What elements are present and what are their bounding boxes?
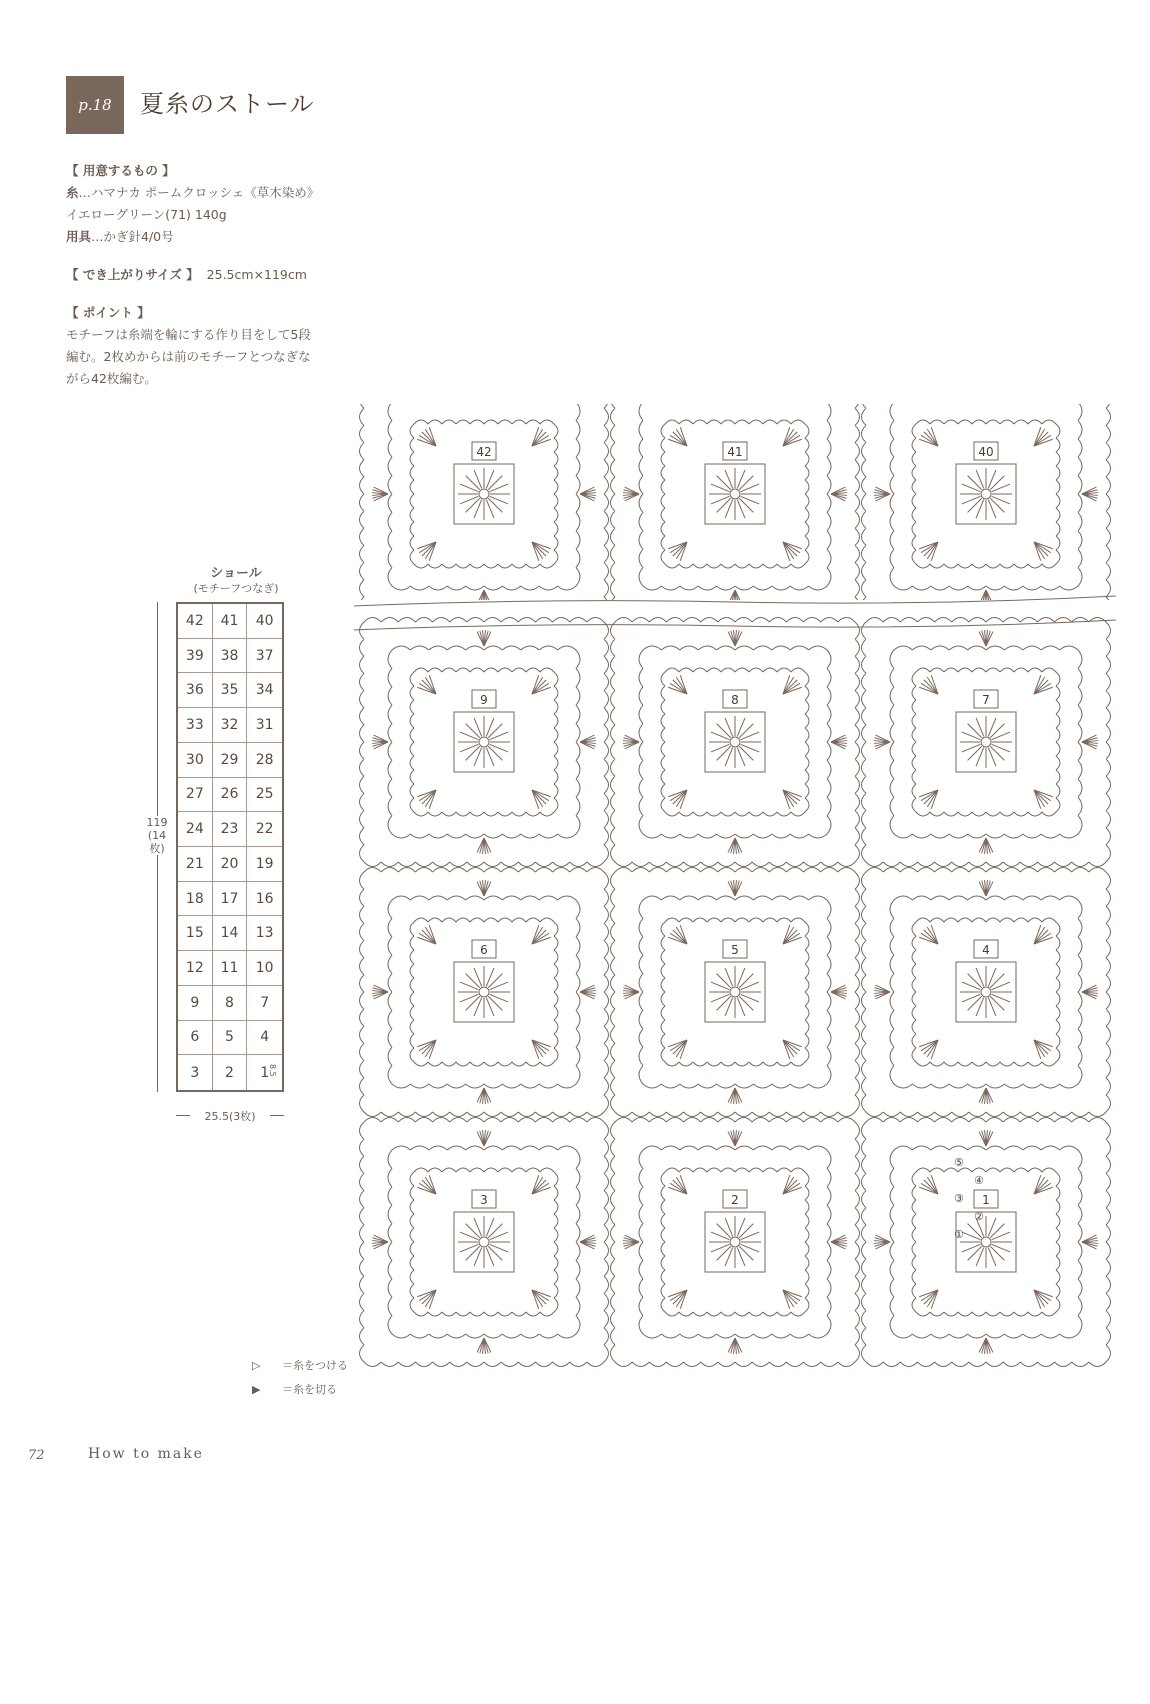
motif-cell: 28 [247, 743, 282, 778]
motif-cell: 5 [213, 1021, 248, 1056]
round-marker: ④ [974, 1174, 984, 1187]
round-marker: ② [974, 1210, 984, 1223]
point-heading: 【 ポイント 】 [66, 305, 150, 320]
motif-number: 6 [480, 943, 488, 957]
motif-cell: 37 [247, 639, 282, 674]
round-marker: ① [954, 1228, 964, 1241]
motif-cell: 36 [178, 673, 213, 708]
height-label: 119 [146, 816, 168, 829]
point-line-1: モチーフは糸端を輪にする作り目をして5段 [66, 327, 311, 342]
yarn-label: 糸 [66, 185, 79, 200]
motif [862, 1118, 1111, 1367]
motif [611, 618, 860, 867]
motif-cell: 29 [213, 743, 248, 778]
motif [360, 868, 609, 1117]
motif-cell: 31 [247, 708, 282, 743]
motif-layout-grid [176, 602, 284, 1092]
motif-cell: 21 [178, 847, 213, 882]
motif-cell: 18 [178, 882, 213, 917]
top-motif [862, 404, 1111, 619]
motif-number: 3 [480, 1193, 488, 1207]
motif-cell: 42 [178, 604, 213, 639]
motif-cell: 8 [213, 986, 248, 1021]
motif-cell: 41 [213, 604, 248, 639]
motif-cell: 20 [213, 847, 248, 882]
legend [252, 1354, 348, 1402]
motif-cell: 30 [178, 743, 213, 778]
motif-cell: 2 [213, 1055, 248, 1090]
motif-cell: 17 [213, 882, 248, 917]
motif [862, 618, 1111, 867]
motif-cell: 34 [247, 673, 282, 708]
motif-number: 2 [731, 1193, 739, 1207]
motif-cell: 12 [178, 951, 213, 986]
motif-cell: 35 [213, 673, 248, 708]
motif-cell: 7 [247, 986, 282, 1021]
point-line-2: 編む。2枚めからは前のモチーフとつなぎな [66, 349, 311, 364]
motif-number: 8 [731, 693, 739, 707]
motif-number: 9 [480, 693, 488, 707]
size-value: 25.5cm×119cm [206, 267, 307, 282]
tool-label: 用具 [66, 229, 92, 244]
motif-cell: 10 [247, 951, 282, 986]
motif [360, 618, 609, 867]
join-yarn-icon: ▷ [252, 1359, 261, 1372]
motif-cell: 27 [178, 778, 213, 813]
cut-yarn-icon: ▶ [252, 1383, 261, 1396]
motif-number: 42 [476, 445, 492, 459]
motif-cell: 14 [213, 916, 248, 951]
motif-cell: 26 [213, 778, 248, 813]
motif-cell: 32 [213, 708, 248, 743]
width-label: 25.5(3枚) [190, 1108, 270, 1124]
yarn-line [66, 182, 366, 204]
motif-number: 41 [727, 445, 743, 459]
page-number: 72 [28, 1448, 45, 1463]
tool-line [66, 226, 366, 248]
motif-number: 5 [731, 943, 739, 957]
motif-cell: 24 [178, 812, 213, 847]
yarn-color: イエローグリーン(71) 140g [66, 207, 227, 222]
layout-diagram-title: ショール [210, 566, 262, 581]
round-marker: ③ [954, 1192, 964, 1205]
legend-join [252, 1354, 348, 1378]
motif-cell: 6 [178, 1021, 213, 1056]
motif-cell: 33 [178, 708, 213, 743]
motif-cell: 25 [247, 778, 282, 813]
motif-number: 40 [978, 445, 994, 459]
legend-cut-text: ＝糸を切る [282, 1383, 337, 1396]
size-heading: 【 でき上がりサイズ 】 [66, 267, 199, 282]
info-block [66, 160, 366, 390]
legend-cut [252, 1378, 348, 1402]
top-motif [360, 404, 609, 619]
motif-cell: 1 [260, 1064, 270, 1081]
motif [611, 1118, 860, 1367]
motif-cell: 40 [247, 604, 282, 639]
motif-cell: 19 [247, 847, 282, 882]
motif [611, 868, 860, 1117]
motif-cell: 15 [178, 916, 213, 951]
height-count: (14枚) [147, 829, 167, 855]
layout-diagram-subtitle: (モチーフつなぎ) [193, 582, 279, 595]
page-ref-badge [66, 76, 124, 134]
top-motif [611, 404, 860, 619]
legend-join-text: ＝糸をつける [282, 1359, 348, 1372]
motif-cell: 23 [213, 812, 248, 847]
motif-number: 7 [982, 693, 990, 707]
motif-cell: 13 [247, 916, 282, 951]
page-title: 夏糸のストール [140, 90, 315, 118]
chart-break [354, 600, 1116, 630]
crochet-chart [354, 404, 1116, 1704]
materials-heading: 【 用意するもの 】 [66, 163, 175, 178]
width-dimension [176, 1108, 284, 1122]
yarn-text: …ハマナカ ポームクロッシェ《草木染め》 [78, 185, 320, 200]
size-line [66, 264, 366, 286]
height-dimension [146, 602, 168, 1092]
page-ref: p.18 [78, 96, 112, 114]
footer-text: How to make [88, 1446, 204, 1462]
round-marker: ⑤ [954, 1156, 964, 1169]
motif-cell: 4 [247, 1021, 282, 1056]
motif-number: 1 [982, 1193, 990, 1207]
motif-cell: 38 [213, 639, 248, 674]
point-line-3: がら42枚編む。 [66, 371, 157, 386]
motif-number: 4 [982, 943, 990, 957]
motif [862, 868, 1111, 1117]
motif-cell: 39 [178, 639, 213, 674]
corner-note: 8.5 [268, 1064, 277, 1077]
motif-cell: 16 [247, 882, 282, 917]
motif-cell: 3 [178, 1055, 213, 1090]
tool-text: …かぎ針4/0号 [91, 229, 174, 244]
motif-cell: 22 [247, 812, 282, 847]
motif-cell: 11 [213, 951, 248, 986]
motif-cell: 9 [178, 986, 213, 1021]
motif [360, 1118, 609, 1367]
